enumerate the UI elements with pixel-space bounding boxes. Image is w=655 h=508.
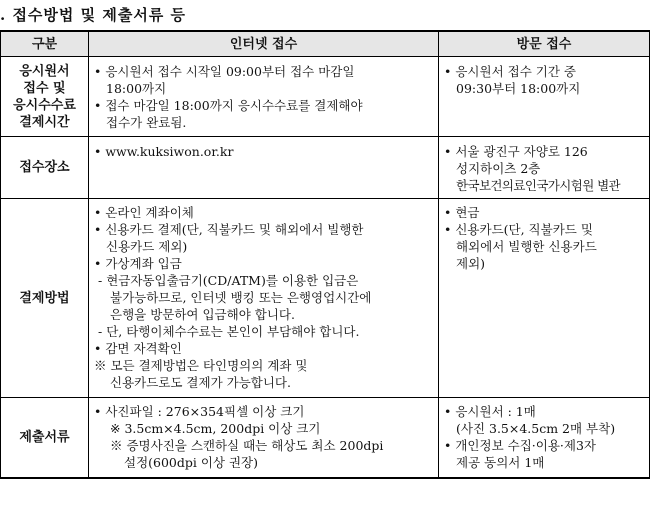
header-category: 구분	[1, 31, 89, 57]
text-line: • 응시원서 접수 기간 중	[444, 64, 576, 79]
text-line: 설정(600dpi 이상 권장)	[124, 455, 259, 470]
row-label-time	[1, 57, 89, 137]
row-label-line: 응시원서	[19, 63, 70, 79]
row-label-line: 접수 및	[23, 80, 66, 96]
text-line: • 감면 자격확인	[94, 341, 182, 356]
section-title: . 접수방법 및 제출서류 등	[0, 6, 187, 24]
text-line: 접수가 완료됨.	[106, 115, 187, 130]
text-line: 불가능하므로, 인터넷 뱅킹 또는 은행영업시간에	[110, 290, 372, 305]
cell-internet-payment	[89, 199, 439, 398]
row-label-payment	[1, 199, 89, 398]
header-visit: 방문 접수	[439, 31, 650, 57]
text-line: 은행을 방문하여 입금해야 합니다.	[110, 307, 295, 322]
text-line: • 현금	[444, 205, 480, 220]
text-line: 09:30부터 18:00까지	[456, 81, 581, 96]
text-line: 해외에서 빌행한 신용카드	[456, 239, 597, 254]
text-line: ※ 증명사진을 스캔하실 때는 해상도 최소 200dpi	[110, 438, 384, 453]
cell-visit-place	[439, 137, 650, 199]
text-line: • 개인정보 수집·이용·제3자	[444, 438, 596, 453]
row-label-line: 제출서류	[19, 429, 70, 445]
cell-visit-payment	[439, 199, 650, 398]
row-label-line: 응시수수료	[13, 97, 76, 113]
row-label-line: 접수장소	[19, 160, 70, 175]
text-line: - 단, 타행이체수수료는 본인이 부담해야 합니다.	[98, 324, 360, 339]
table-header-row	[1, 31, 650, 57]
text-line: • 서울 광진구 자양로 126	[444, 144, 588, 159]
text-line: 18:00까지	[106, 81, 167, 96]
text-line: 한국보건의료인국가시험원 별관	[456, 178, 621, 193]
text-line: • 사진파일 : 276×354픽셀 이상 크기	[94, 404, 305, 419]
text-line: ※ 모든 결제방법은 타인명의의 계좌 및	[94, 358, 308, 373]
application-method-table	[0, 30, 650, 479]
table-row-payment	[1, 199, 650, 398]
table-row-time	[1, 57, 650, 137]
row-label-line: 결제시간	[19, 114, 70, 130]
text-line: • 온라인 계좌이체	[94, 205, 194, 220]
cell-internet-place	[89, 137, 439, 199]
text-line: 신용카드 제외)	[106, 239, 188, 254]
header-internet: 인터넷 접수	[89, 31, 439, 57]
cell-visit-time	[439, 57, 650, 137]
text-line: 제외)	[456, 256, 486, 271]
text-line: • 신용카드 결제(단, 직불카드 및 해외에서 빌행한	[94, 222, 364, 237]
website-link[interactable]: • www.kuksiwon.or.kr	[94, 144, 234, 159]
row-label-line: 결제방법	[19, 290, 70, 306]
text-line: • 신용카드(단, 직불카드 및	[444, 222, 593, 237]
row-label-place	[1, 137, 89, 199]
cell-internet-time	[89, 57, 439, 137]
text-line: • 가상계좌 입금	[94, 256, 182, 271]
text-line: 제공 동의서 1매	[456, 455, 545, 470]
text-line: 신용카드로도 결제가 가능합니다.	[110, 375, 291, 390]
text-line: • 접수 마감일 18:00까지 응시수수료를 결제해야	[94, 98, 363, 113]
text-line: • 응시원서 : 1매	[444, 404, 536, 419]
text-line: - 현금자동입출금기(CD/ATM)를 이용한 입금은	[98, 273, 359, 288]
text-line: (사진 3.5×4.5cm 2매 부착)	[456, 421, 616, 436]
text-line: 성지하이츠 2층	[456, 161, 541, 176]
cell-internet-documents	[89, 398, 439, 478]
cell-visit-documents	[439, 398, 650, 478]
text-line: • 응시원서 접수 시작일 09:00부터 접수 마감일	[94, 64, 355, 79]
text-line: ※ 3.5cm×4.5cm, 200dpi 이상 크기	[110, 421, 321, 436]
table-row-place	[1, 137, 650, 199]
table-row-documents	[1, 398, 650, 478]
row-label-documents	[1, 398, 89, 478]
